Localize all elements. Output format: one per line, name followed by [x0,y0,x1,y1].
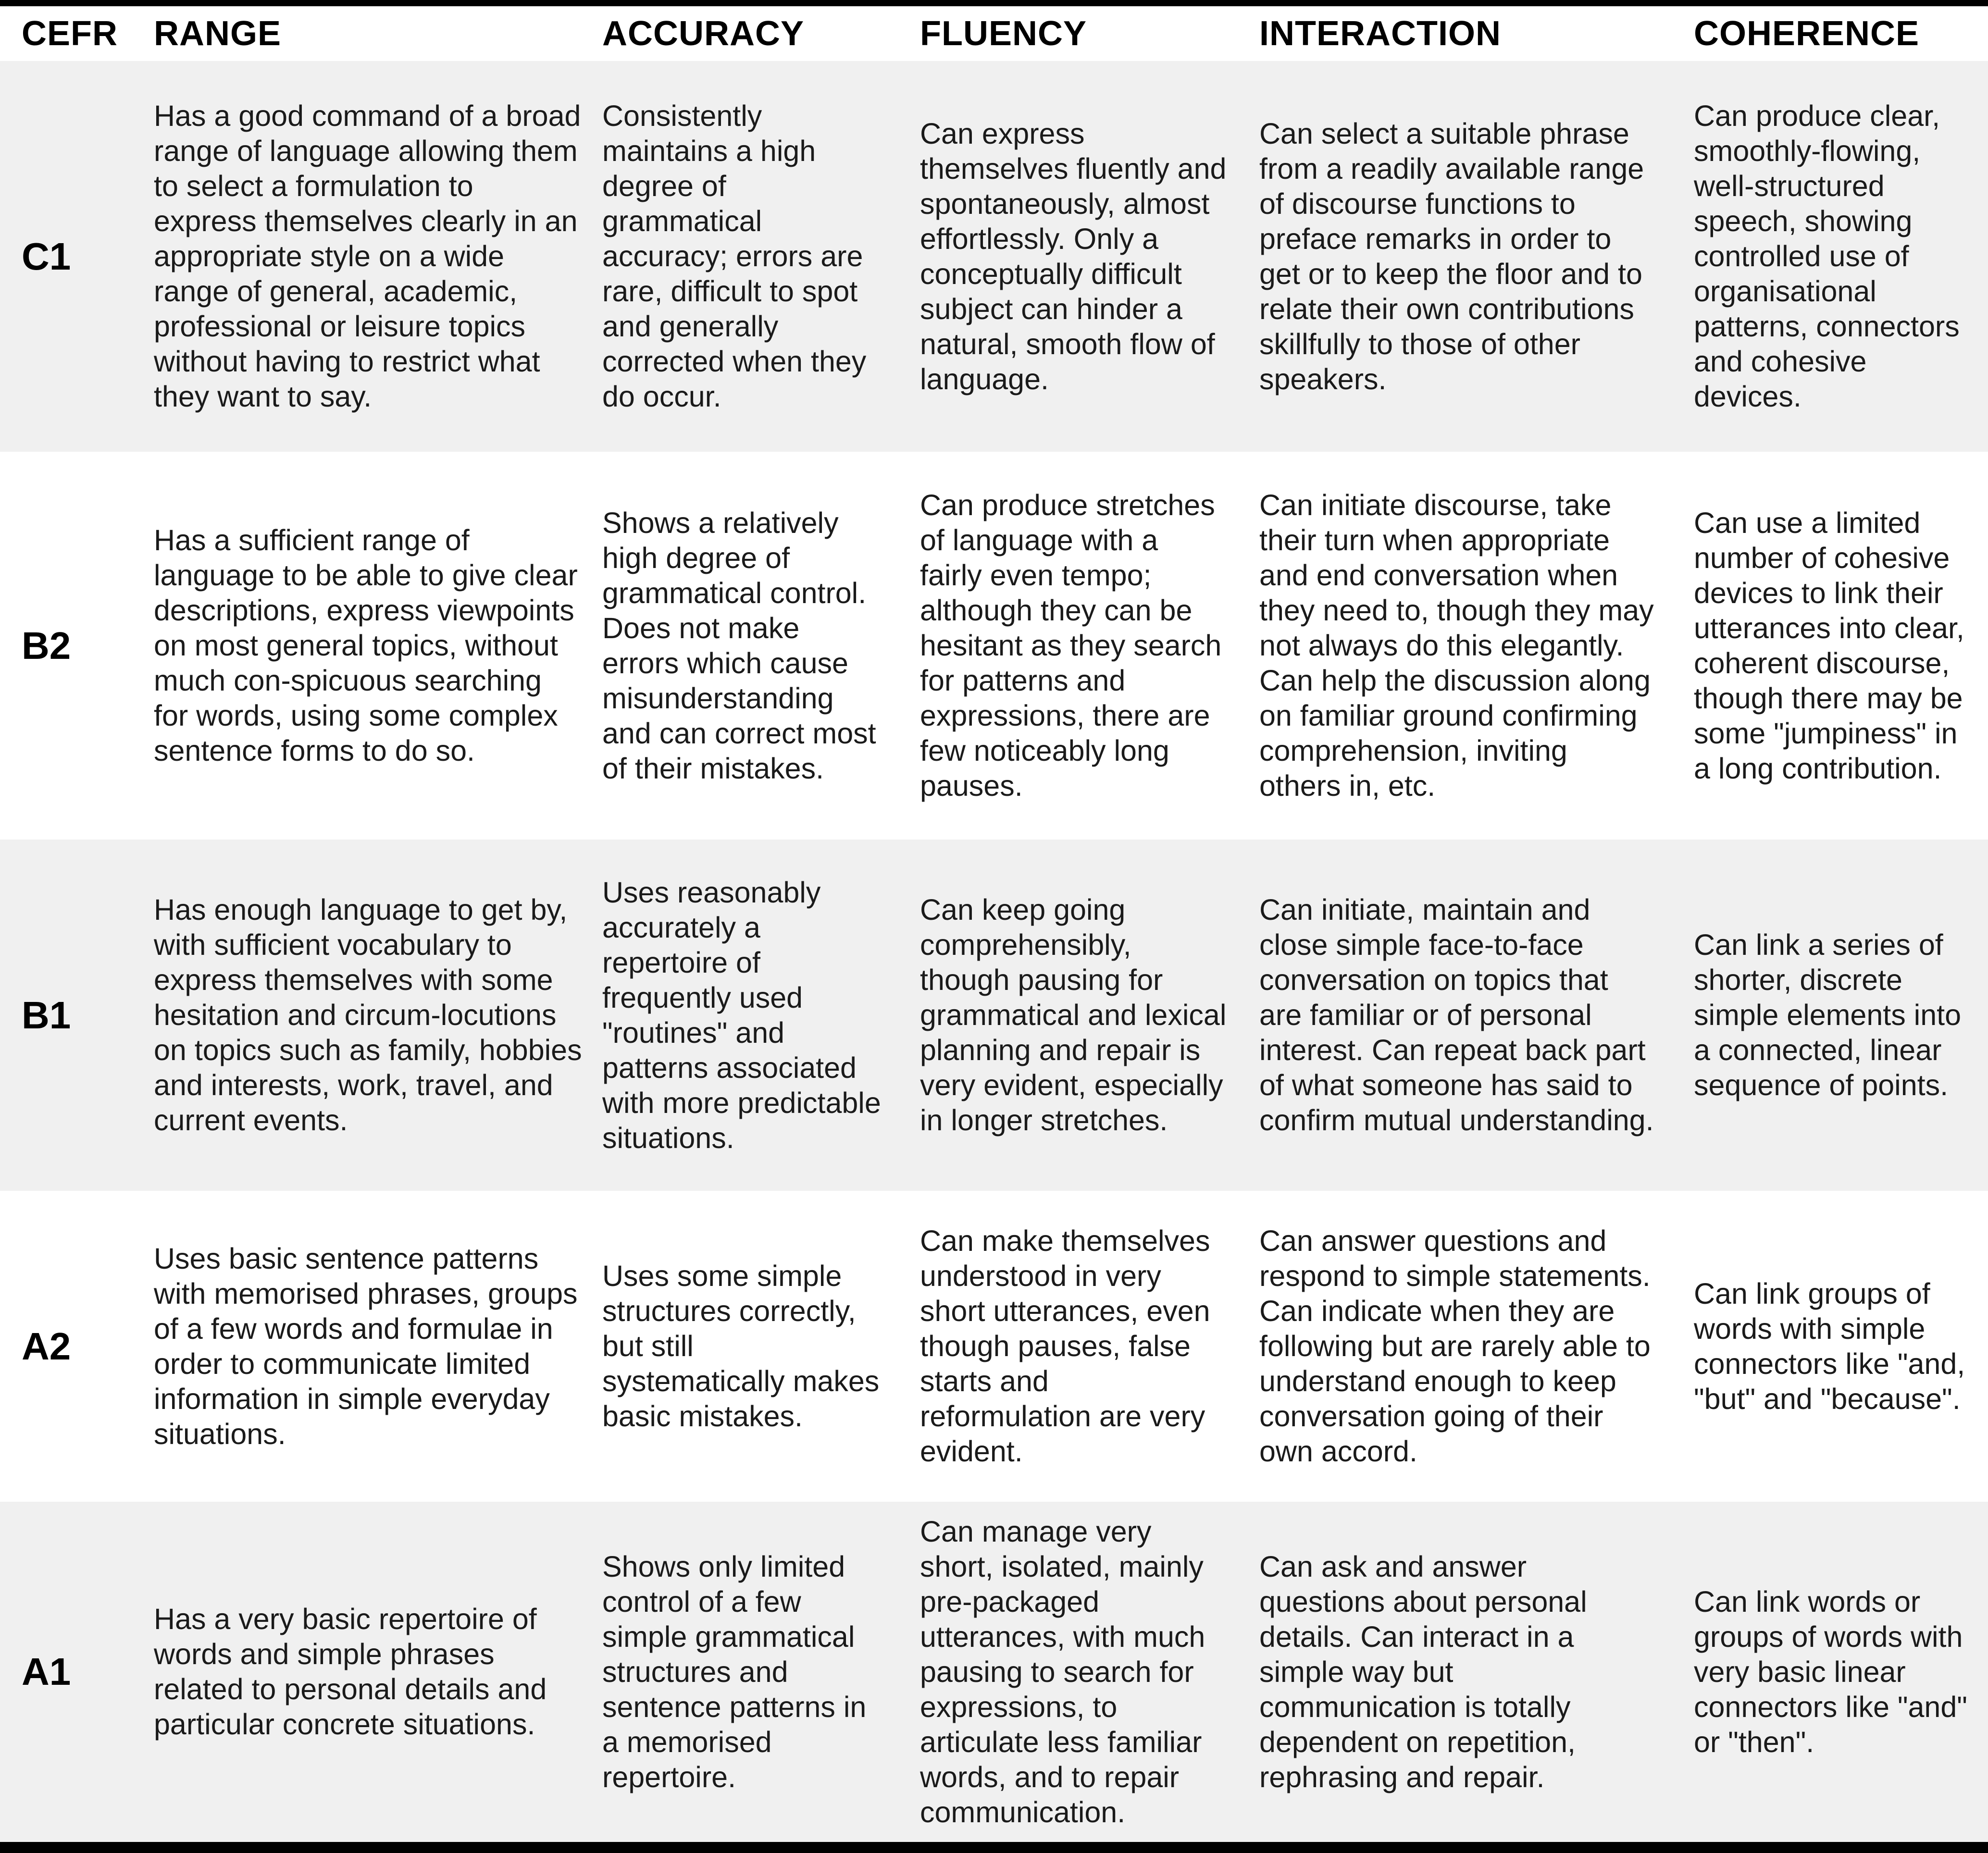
column-header-interaction: INTERACTION [1259,14,1501,53]
cell-a1-range: Has a very basic repertoire of words and simple phrases related to personal details and particular concrete situations. [154,1603,547,1741]
column-header-coherence: COHERENCE [1694,14,1920,53]
cell-c1-coherence: Can produce clear, smoothly-flowing, well-structured speech, showing controlled use of organisational patterns, connectors and cohesive devices. [1694,99,1960,413]
table-row-a2 [0,1191,1988,1502]
level-label-a1: A1 [22,1650,71,1693]
cell-a2-coherence: Can link groups of words with simple connectors like "and, "but" and "because". [1694,1277,1965,1415]
header-row [0,6,1988,61]
cell-c1-interaction: Can select a suitable phrase from a readily available range of discourse functions to preface remarks in order to get or to keep the floor and to relate their own contributions skillfully to those of other speakers. [1259,117,1644,395]
cell-b1-range: Has enough language to get by, with sufficient vocabulary to express themselves with some hesitation and circum-locutions on topics such as family, hobbies and interests, work, travel, and current events. [154,893,582,1137]
level-label-b1: B1 [22,993,71,1037]
cell-b2-interaction: Can initiate discourse, take their turn when appropriate and end conversation when they need to, though they may not always do this elegantly. Can help the discussion along on familiar ground confirming comprehension, inviting others in, etc. [1259,489,1654,802]
cell-b1-interaction: Can initiate, maintain and close simple face-to-face conversation on topics that are familiar or of personal interest. Can repeat back part of what someone has said to confirm mutual understanding. [1259,893,1654,1137]
cell-b2-accuracy: Shows a relatively high degree of grammatical control. Does not make errors which cause misunderstanding and can correct most of their mistakes. [602,506,876,785]
table-row-b2 [0,452,1988,840]
level-label-b2: B2 [22,624,71,667]
cefr-table [0,6,1988,1842]
cell-c1-accuracy: Consistently maintains a high degree of grammatical accuracy; errors are rare, difficult to spot and generally corrected when they do occur. [602,99,867,413]
cell-b1-coherence: Can link a series of shorter, discrete simple elements into a connected, linear sequence of points. [1694,928,1962,1101]
cell-a1-accuracy: Shows only limited control of a few simple grammatical structures and sentence patterns in a memorised repertoire. [602,1550,867,1793]
cell-a2-accuracy: Uses some simple structures correctly, but still systematically makes basic mistakes. [602,1260,880,1433]
table-row-b1 [0,840,1988,1191]
column-header-range: RANGE [154,14,282,53]
table-row-c1 [0,61,1988,452]
cell-b2-range: Has a sufficient range of language to be able to give clear descriptions, express viewpoints on most general topics, without much con-spicuous searching for words, using some complex sentence forms to do so. [154,524,578,767]
cell-b2-coherence: Can use a limited number of cohesive devices to link their utterances into clear, coherent discourse, though there may be some "jumpiness" in a long contribution. [1694,506,1964,785]
cell-c1-fluency: Can express themselves fluently and spontaneously, almost effortlessly. Only a conceptually difficult subject can hinder a natural, smooth flow of language. [920,117,1227,395]
cell-a2-interaction: Can answer questions and respond to simple statements. Can indicate when they are following but are rarely able to understand enough to keep conversation going of their own accord. [1259,1224,1651,1468]
column-header-fluency: FLUENCY [920,14,1087,53]
cell-b2-fluency: Can produce stretches of language with a fairly even tempo; although they can be hesitant as they search for patterns and expressions, there are few noticeably long pauses. [920,489,1222,802]
cell-a1-interaction: Can ask and answer questions about personal details. Can interact in a simple way but communication is totally dependent on repetition, rephrasing and repair. [1259,1550,1587,1793]
level-label-c1: C1 [22,235,71,278]
top-border-bar [0,0,1988,6]
column-header-accuracy: ACCURACY [602,14,804,53]
cell-b1-fluency: Can keep going comprehensibly, though pausing for grammatical and lexical planning and repair is very evident, especially in longer stretches. [920,893,1227,1137]
cell-c1-range: Has a good command of a broad range of language allowing them to select a formulation to express themselves clearly in an appropriate style on a wide range of general, academic, professional or leisure topics without having to restrict what they want to say. [154,99,581,413]
bottom-border-bar [0,1842,1988,1853]
column-header-cefr: CEFR [22,14,118,53]
cell-a2-fluency: Can make themselves understood in very short utterances, even though pauses, false starts and reformulation are very evident. [920,1224,1210,1468]
table-row-a1 [0,1502,1988,1842]
level-label-a2: A2 [22,1324,71,1368]
cell-a1-fluency: Can manage very short, isolated, mainly pre-packaged utterances, with much pausing to search for expressions, to articulate less familiar words, and to repair communication. [920,1515,1205,1828]
cell-a1-coherence: Can link words or groups of words with very basic linear connectors like "and" or "then". [1694,1585,1967,1758]
cell-a2-range: Uses basic sentence patterns with memorised phrases, groups of a few words and formulae in order to communicate limited information in simple everyday situations. [154,1242,578,1450]
cell-b1-accuracy: Uses reasonably accurately a repertoire of frequently used "routines" and patterns associated with more predictable situations. [602,876,881,1154]
